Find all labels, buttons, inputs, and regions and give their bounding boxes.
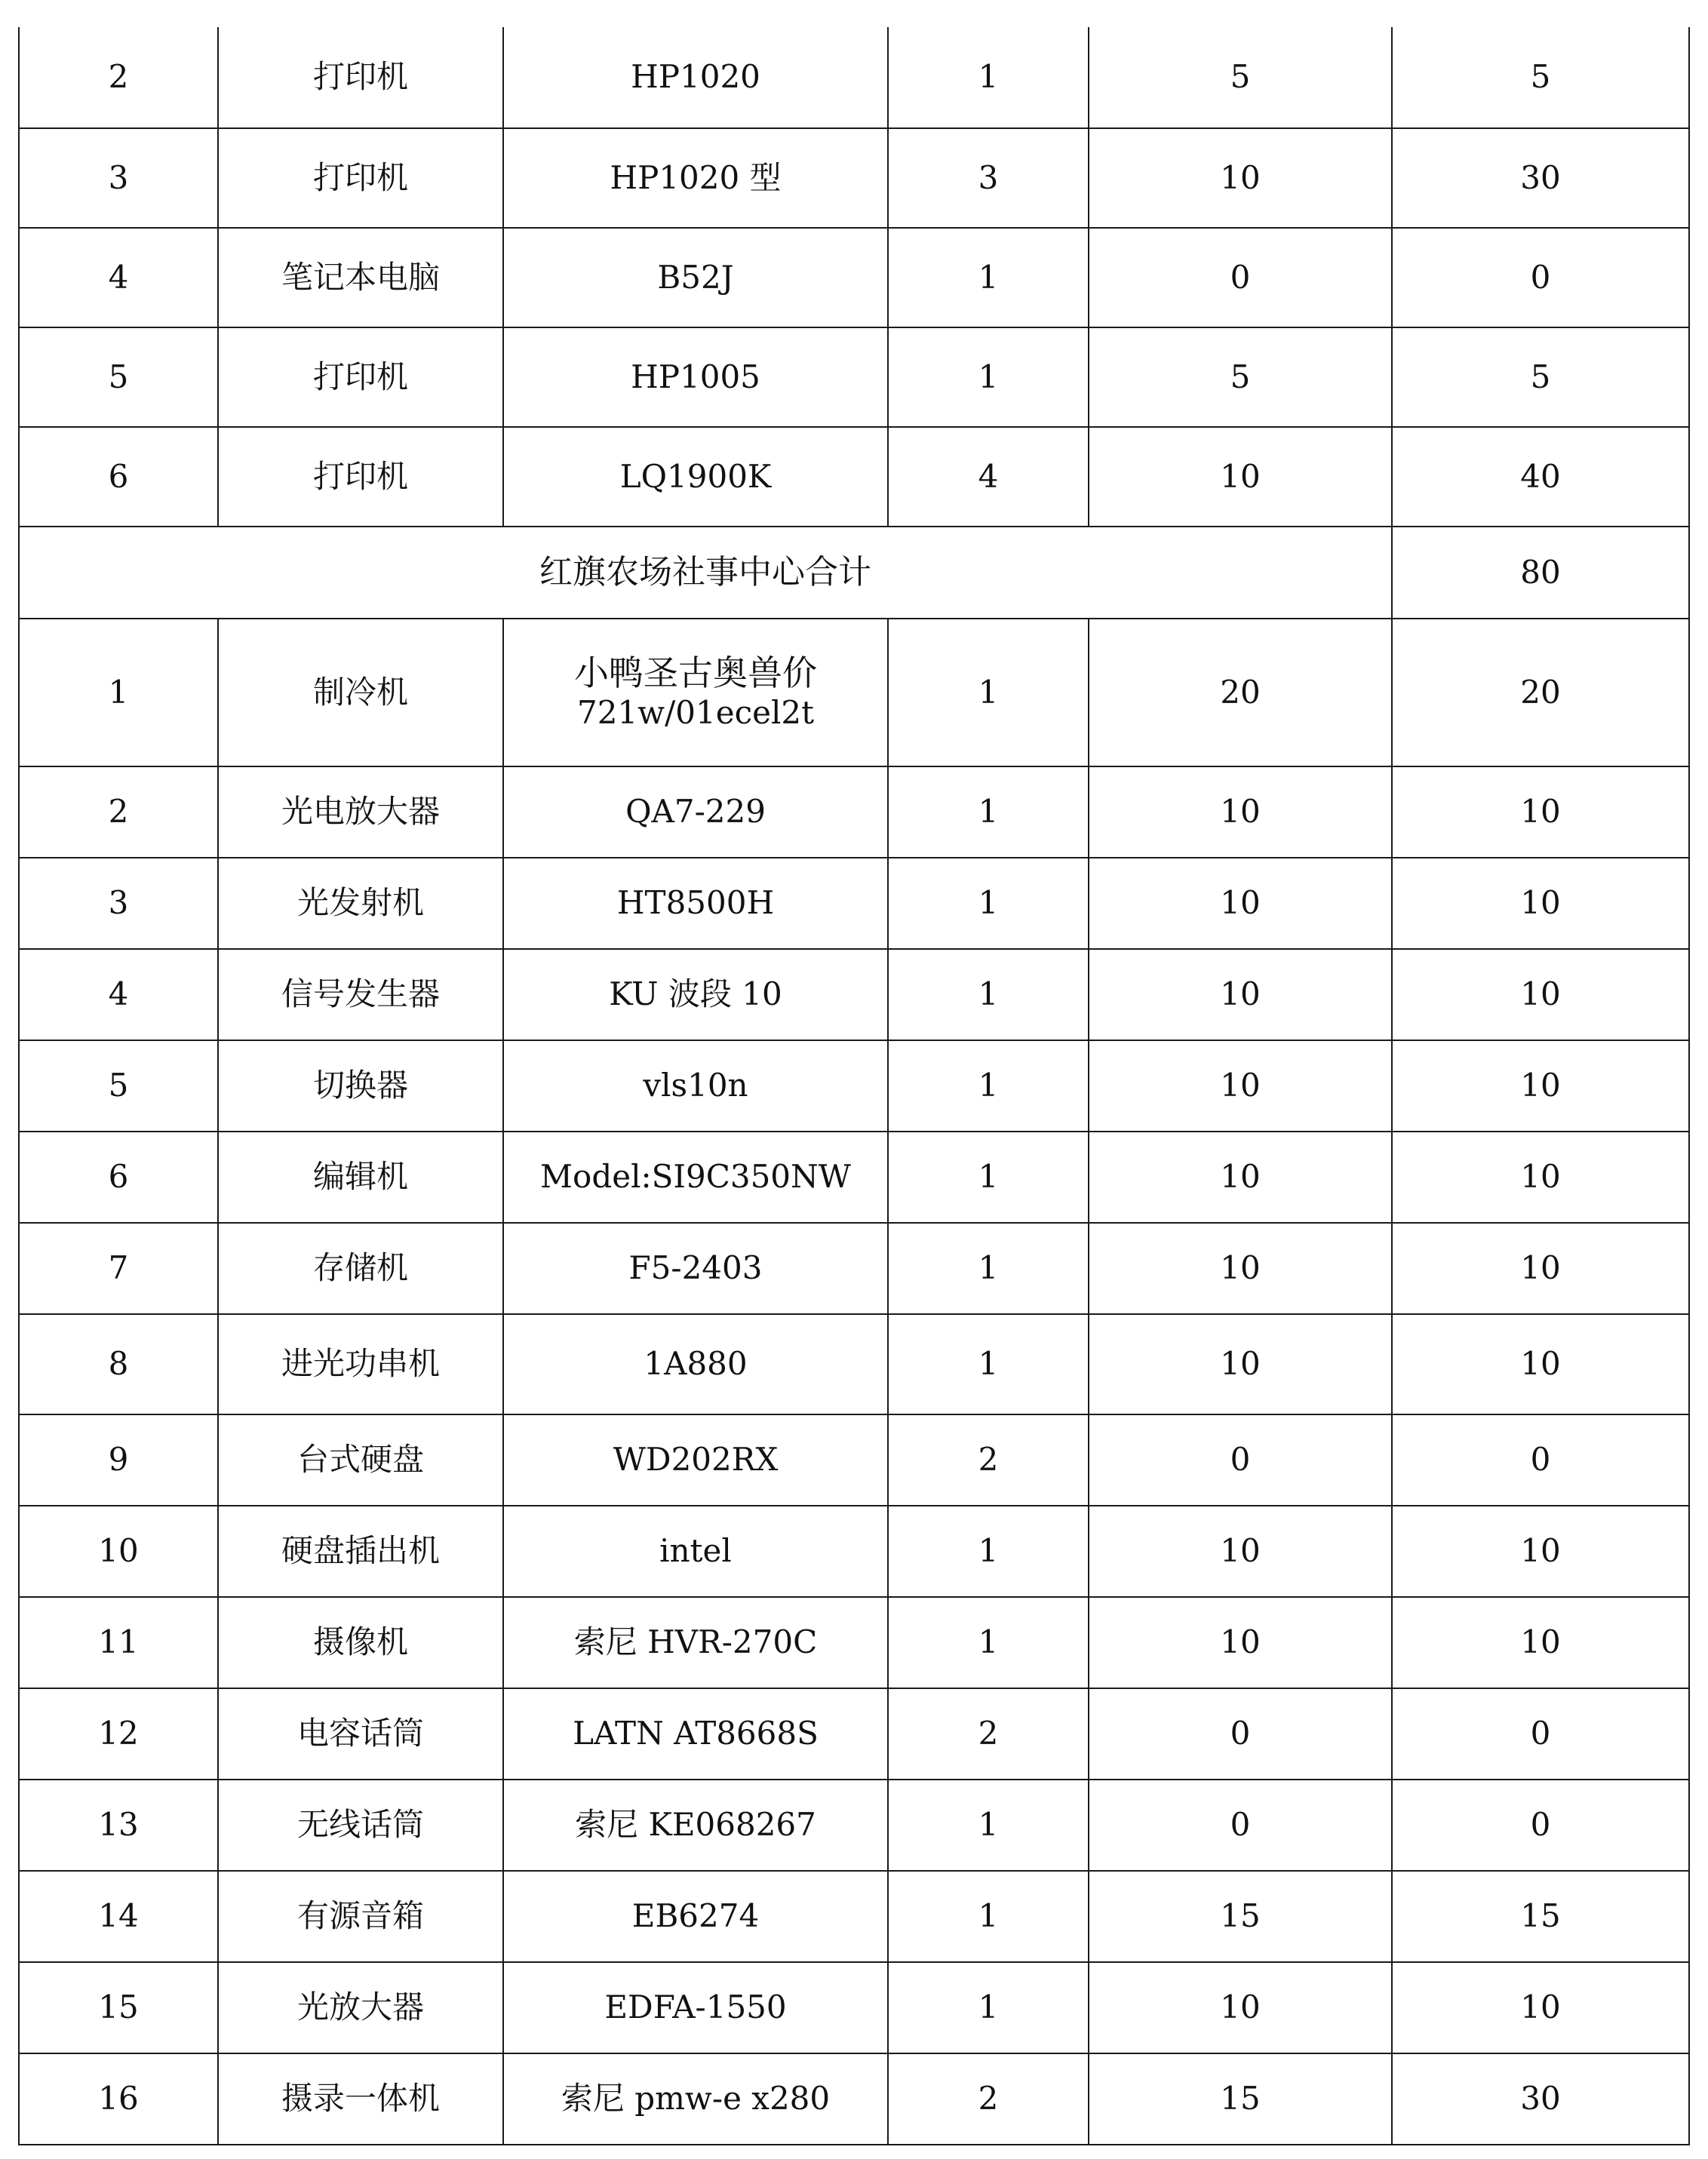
item-quantity: 1: [888, 1962, 1089, 2053]
table-row: [19, 228, 1689, 327]
row-number: 10: [19, 1506, 218, 1597]
table-row: [19, 2053, 1689, 2145]
item-amount: 10: [1392, 949, 1689, 1040]
item-quantity: 4: [888, 427, 1089, 527]
item-quantity: 1: [888, 766, 1089, 858]
item-name: 台式硬盘: [218, 1414, 503, 1506]
item-unit-price: 20: [1089, 619, 1392, 766]
item-model: HP1005: [503, 327, 888, 427]
item-quantity: 2: [888, 2053, 1089, 2145]
item-name: 打印机: [218, 27, 503, 128]
item-unit-price: 0: [1089, 1414, 1392, 1506]
item-model: KU 波段 10: [503, 949, 888, 1040]
table-row: [19, 1132, 1689, 1223]
table-row: [19, 1871, 1689, 1962]
row-number: 2: [19, 766, 218, 858]
table-row: [19, 128, 1689, 228]
table-row: [19, 1597, 1689, 1688]
item-name: 无线话筒: [218, 1780, 503, 1871]
item-quantity: 1: [888, 228, 1089, 327]
row-number: 14: [19, 1871, 218, 1962]
inventory-table: [18, 27, 1690, 2145]
item-unit-price: 10: [1089, 128, 1392, 228]
item-quantity: 1: [888, 1132, 1089, 1223]
item-model: QA7-229: [503, 766, 888, 858]
row-number: 3: [19, 858, 218, 949]
table-row: [19, 619, 1689, 766]
item-model: LATN AT8668S: [503, 1688, 888, 1780]
row-number: 1: [19, 619, 218, 766]
item-name: 制冷机: [218, 619, 503, 766]
item-amount: 10: [1392, 1040, 1689, 1132]
subtotal-label: 红旗农场社事中心合计: [19, 527, 1392, 619]
item-amount: 10: [1392, 1132, 1689, 1223]
row-number: 5: [19, 327, 218, 427]
item-model: WD202RX: [503, 1414, 888, 1506]
table-row: [19, 327, 1689, 427]
row-number: 15: [19, 1962, 218, 2053]
item-amount: 30: [1392, 128, 1689, 228]
item-unit-price: 5: [1089, 327, 1392, 427]
item-unit-price: 10: [1089, 427, 1392, 527]
row-number: 13: [19, 1780, 218, 1871]
item-quantity: 2: [888, 1414, 1089, 1506]
row-number: 7: [19, 1223, 218, 1314]
item-name: 摄像机: [218, 1597, 503, 1688]
item-model: 索尼 HVR-270C: [503, 1597, 888, 1688]
item-amount: 0: [1392, 1414, 1689, 1506]
item-name: 编辑机: [218, 1132, 503, 1223]
item-unit-price: 0: [1089, 1688, 1392, 1780]
item-model: B52J: [503, 228, 888, 327]
item-model-line1: 小鸭圣古奥兽价: [574, 653, 817, 694]
item-name: 光放大器: [218, 1962, 503, 2053]
item-model: HP1020: [503, 27, 888, 128]
item-amount: 0: [1392, 1688, 1689, 1780]
item-unit-price: 5: [1089, 27, 1392, 128]
row-number: 8: [19, 1314, 218, 1414]
item-amount: 10: [1392, 1506, 1689, 1597]
item-unit-price: 10: [1089, 1314, 1392, 1414]
item-model: 索尼 pmw-e x280: [503, 2053, 888, 2145]
table-row: [19, 1040, 1689, 1132]
item-amount: 5: [1392, 327, 1689, 427]
table-row: [19, 1780, 1689, 1871]
item-unit-price: 10: [1089, 1132, 1392, 1223]
item-quantity: 1: [888, 1314, 1089, 1414]
row-number: 6: [19, 1132, 218, 1223]
item-quantity: 3: [888, 128, 1089, 228]
item-amount: 10: [1392, 858, 1689, 949]
item-name: 摄录一体机: [218, 2053, 503, 2145]
item-name: 进光功串机: [218, 1314, 503, 1414]
item-amount: 10: [1392, 1314, 1689, 1414]
item-model: Model:SI9C350NW: [503, 1132, 888, 1223]
item-quantity: 1: [888, 1040, 1089, 1132]
item-model: HP1020 型: [503, 128, 888, 228]
item-unit-price: 15: [1089, 1871, 1392, 1962]
item-name: 打印机: [218, 427, 503, 527]
item-amount: 40: [1392, 427, 1689, 527]
item-quantity: 1: [888, 1223, 1089, 1314]
table-row: [19, 1688, 1689, 1780]
item-amount: 15: [1392, 1871, 1689, 1962]
item-quantity: 1: [888, 1780, 1089, 1871]
item-model-line2: 721w/01ecel2t: [577, 694, 814, 732]
item-quantity: 1: [888, 1506, 1089, 1597]
item-quantity: 1: [888, 1871, 1089, 1962]
item-quantity: 1: [888, 619, 1089, 766]
item-amount: 20: [1392, 619, 1689, 766]
item-unit-price: 10: [1089, 1962, 1392, 2053]
table-row: [19, 1414, 1689, 1506]
item-name: 电容话筒: [218, 1688, 503, 1780]
item-model: [503, 619, 888, 766]
item-amount: 10: [1392, 1223, 1689, 1314]
item-amount: 10: [1392, 766, 1689, 858]
item-amount: 0: [1392, 228, 1689, 327]
item-name: 打印机: [218, 327, 503, 427]
item-name: 存储机: [218, 1223, 503, 1314]
item-unit-price: 10: [1089, 1597, 1392, 1688]
row-number: 11: [19, 1597, 218, 1688]
row-number: 9: [19, 1414, 218, 1506]
item-amount: 10: [1392, 1597, 1689, 1688]
item-unit-price: 10: [1089, 858, 1392, 949]
row-number: 4: [19, 949, 218, 1040]
item-unit-price: 0: [1089, 228, 1392, 327]
item-unit-price: 0: [1089, 1780, 1392, 1871]
item-name: 信号发生器: [218, 949, 503, 1040]
row-number: 6: [19, 427, 218, 527]
item-model: EB6274: [503, 1871, 888, 1962]
row-number: 16: [19, 2053, 218, 2145]
item-unit-price: 15: [1089, 2053, 1392, 2145]
row-number: 2: [19, 27, 218, 128]
table-row: [19, 27, 1689, 128]
table-row: [19, 1506, 1689, 1597]
item-model: 1A880: [503, 1314, 888, 1414]
item-unit-price: 10: [1089, 949, 1392, 1040]
item-quantity: 1: [888, 27, 1089, 128]
item-quantity: 1: [888, 949, 1089, 1040]
item-amount: 10: [1392, 1962, 1689, 2053]
item-unit-price: 10: [1089, 766, 1392, 858]
item-name: 光发射机: [218, 858, 503, 949]
item-name: 打印机: [218, 128, 503, 228]
item-model: EDFA-1550: [503, 1962, 888, 2053]
item-model: HT8500H: [503, 858, 888, 949]
item-unit-price: 10: [1089, 1040, 1392, 1132]
item-name: 硬盘插出机: [218, 1506, 503, 1597]
item-name: 笔记本电脑: [218, 228, 503, 327]
item-quantity: 2: [888, 1688, 1089, 1780]
subtotal-amount: 80: [1392, 527, 1689, 619]
table-row: [19, 1223, 1689, 1314]
item-name: 光电放大器: [218, 766, 503, 858]
item-name: 切换器: [218, 1040, 503, 1132]
table-row: [19, 858, 1689, 949]
subtotal-row: [19, 527, 1689, 619]
item-amount: 30: [1392, 2053, 1689, 2145]
table-row: [19, 1314, 1689, 1414]
item-amount: 5: [1392, 27, 1689, 128]
item-model: LQ1900K: [503, 427, 888, 527]
table-row: [19, 766, 1689, 858]
row-number: 4: [19, 228, 218, 327]
item-model: F5-2403: [503, 1223, 888, 1314]
item-model: vls10n: [503, 1040, 888, 1132]
item-unit-price: 10: [1089, 1223, 1392, 1314]
item-quantity: 1: [888, 1597, 1089, 1688]
item-model: 索尼 KE068267: [503, 1780, 888, 1871]
row-number: 5: [19, 1040, 218, 1132]
row-number: 3: [19, 128, 218, 228]
table-row: [19, 949, 1689, 1040]
item-amount: 0: [1392, 1780, 1689, 1871]
item-name: 有源音箱: [218, 1871, 503, 1962]
row-number: 12: [19, 1688, 218, 1780]
item-unit-price: 10: [1089, 1506, 1392, 1597]
item-model: intel: [503, 1506, 888, 1597]
item-quantity: 1: [888, 858, 1089, 949]
table-row: [19, 1962, 1689, 2053]
item-quantity: 1: [888, 327, 1089, 427]
table-row: [19, 427, 1689, 527]
